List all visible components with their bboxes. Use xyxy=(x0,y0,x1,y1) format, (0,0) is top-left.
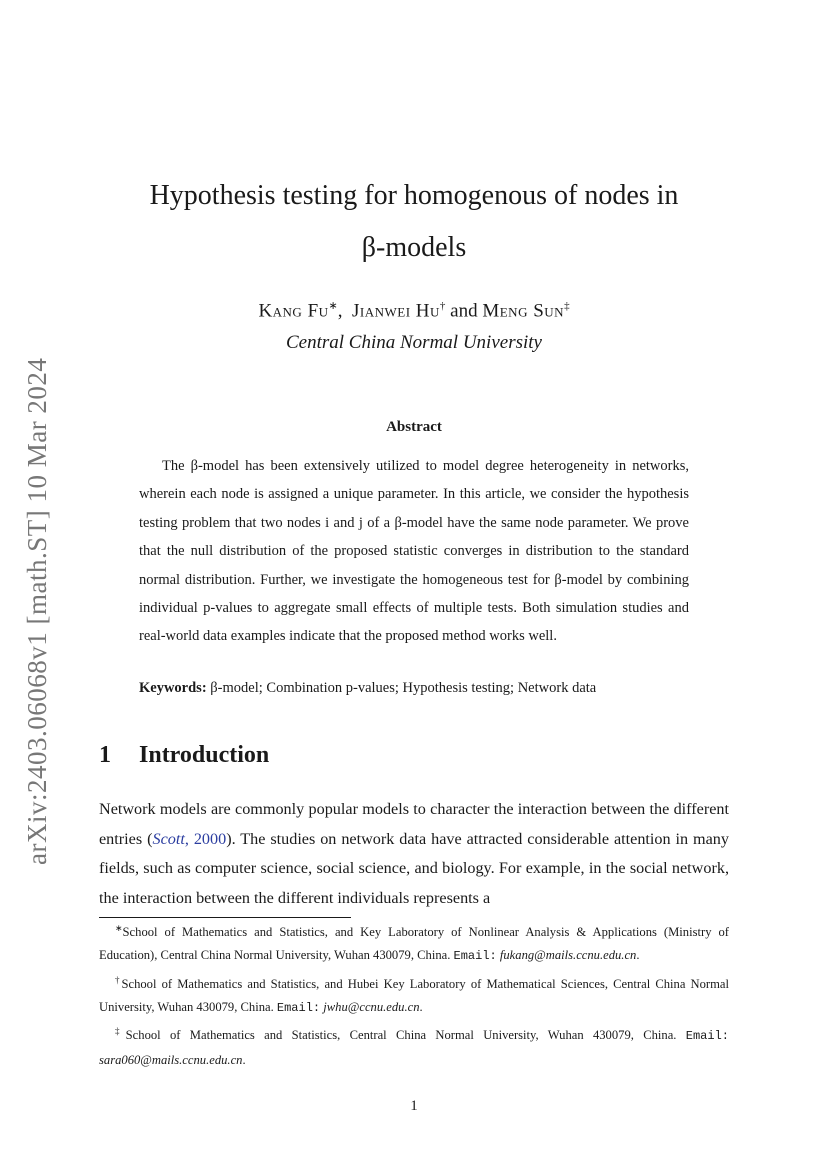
email-address[interactable]: sara060@mails.ccnu.edu.cn xyxy=(99,1052,243,1067)
section-heading xyxy=(99,742,269,769)
author-name: Jianwei Hu xyxy=(352,300,440,322)
intro-text-b: ). The studies on network data have attracted considerable attention in many fields, such as computer science, social science, and biology. For example, in the social network, the interaction between the different individuals represents a xyxy=(99,829,729,907)
footnote-text: School of Mathematics and Statistics, Central China Normal University, Wuhan 430079, China. xyxy=(125,1028,677,1043)
email-label: Email: xyxy=(453,949,497,964)
intro-paragraph xyxy=(99,795,729,913)
footnote-text: School of Mathematics and Statistics, and Key Laboratory of Nonlinear Analysis & Applications (Ministry of Education), Central China Normal University, Wuhan 430079, China. xyxy=(99,925,729,963)
page-number: 1 xyxy=(410,1098,418,1114)
email-address[interactable]: fukang@mails.ccnu.edu.cn xyxy=(499,948,637,963)
email-label: Email: xyxy=(685,1029,729,1044)
footnote-mark: ∗ xyxy=(115,923,123,933)
citation-link[interactable]: Scott, 2000 xyxy=(152,829,227,848)
footnote-mark: † xyxy=(115,974,122,985)
title-line-2: β-models xyxy=(361,232,467,263)
author-name: Meng Sun xyxy=(482,300,565,322)
affiliation: Central China Normal University xyxy=(286,332,542,353)
abstract-body: The β-model has been extensively utilized to model degree heterogeneity in networks, wherein each node is assigned a unique parameter. In this article, we consider the hypothesis testing problem that two nodes i and j of a β-model have the same node parameter. We prove that the null distribution of the proposed statistic converges in distribution to the standard normal distribution. Further, we investigate the homogeneous test for β-model by combining individual p-values to aggregate small effects of multiple tests. Both simulation studies and real-world data examples indicate that the proposed method works well. xyxy=(139,458,689,645)
email-address[interactable]: jwhu@ccnu.edu.cn xyxy=(323,999,420,1014)
abstract-heading: Abstract xyxy=(386,419,442,435)
paper-title xyxy=(100,170,728,274)
footnote-text: School of Mathematics and Statistics, and Hubei Key Laboratory of Mathematical Sciences, Central China Normal University, Wuhan 430079, China. xyxy=(99,976,730,1014)
email-label: Email: xyxy=(276,1000,321,1015)
keywords xyxy=(139,680,699,697)
arxiv-identifier: arXiv:2403.06068v1 [math.ST] 10 Mar 2024 xyxy=(22,357,52,865)
keywords-label: Keywords: xyxy=(139,680,207,696)
title-line-1: Hypothesis testing for homogenous of nodes in xyxy=(149,180,679,211)
footnote-1: ∗School of Mathematics and Statistics, and Key Laboratory of Nonlinear Analysis & Applications (Ministry of Education), Central China Normal University, Wuhan 430079, China. Email: fukang@mails.ccnu.edu.cn. xyxy=(99,923,729,964)
footnote-mark: ‡ xyxy=(115,1026,126,1037)
section-title: Introduction xyxy=(139,742,270,768)
author-footnote-mark[interactable]: † xyxy=(439,300,446,312)
intro-text-a: Network models are commonly popular models to character the interaction between the different entries ( xyxy=(99,800,729,848)
footnote-3: ‡School of Mathematics and Statistics, Central China Normal University, Wuhan 430079, China. Email: sara060@mails.ccnu.edu.cn. xyxy=(99,1026,729,1067)
citation-author: Scott xyxy=(152,829,185,848)
author-footnote-mark[interactable]: ‡ xyxy=(564,300,570,312)
footnotes xyxy=(99,917,729,1072)
author-separator: , xyxy=(337,300,343,322)
footnote-2: †School of Mathematics and Statistics, and Hubei Key Laboratory of Mathematical Sciences, Central China Normal University, Wuhan 430079, China. Email: jwhu@ccnu.edu.cn. xyxy=(99,974,730,1015)
author-list xyxy=(100,292,728,325)
author-name: Kang Fu xyxy=(258,300,329,322)
author-separator: and xyxy=(445,300,483,322)
author-footnote-mark[interactable]: ∗ xyxy=(328,300,338,312)
citation-year: 2000 xyxy=(193,829,227,848)
keywords-text: β-model; Combination p-values; Hypothesis testing; Network data xyxy=(210,680,597,696)
section-number: 1 xyxy=(99,742,111,768)
